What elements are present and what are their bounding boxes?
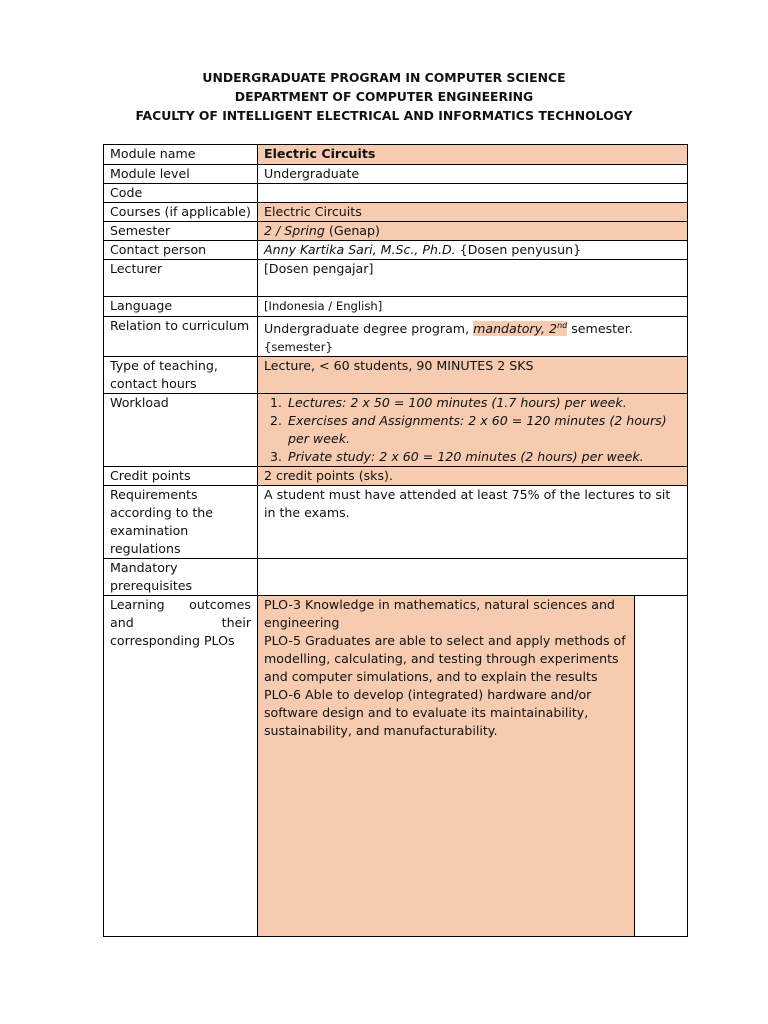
row-module-name: [104, 145, 688, 165]
value-lecturer: [Dosen pengajar]: [258, 260, 688, 297]
value-teaching: Lecture, < 60 students, 90 MINUTES 2 SKS: [258, 357, 688, 394]
contact-italic: Anny Kartika Sari, M.Sc., Ph.D.: [264, 242, 456, 257]
outcomes-label-2: and their: [110, 615, 251, 631]
relation-highlight: mandatory, 2: [473, 321, 558, 337]
label-relation: Relation to curriculum: [104, 317, 258, 357]
plo-6: PLO-6 Able to develop (integrated) hardware and/or software design and to evaluate its maintainability, sustainability, and manufacturability.: [264, 687, 592, 739]
workload-item-1: 1. Lectures: 2 x 50 = 100 minutes (1.7 hours) per week.: [286, 394, 681, 412]
label-semester: Semester: [104, 222, 258, 241]
value-courses: Electric Circuits: [258, 203, 688, 222]
row-credit: [104, 467, 688, 486]
relation-prefix: Undergraduate degree program,: [264, 321, 474, 337]
workload-list: [264, 394, 681, 466]
workload-item-3: 3. Private study: 2 x 60 = 120 minutes (2 hours) per week.: [286, 448, 681, 466]
value-relation: [258, 317, 688, 357]
value-outcomes: [258, 596, 688, 937]
row-language: [104, 297, 688, 317]
row-requirements: [104, 486, 688, 559]
label-requirements: Requirements according to the examination regulations: [104, 486, 258, 559]
relation-sup: nd: [557, 321, 568, 330]
label-module-level: Module level: [104, 165, 258, 184]
label-courses: Courses (if applicable): [104, 203, 258, 222]
label-lecturer: Lecturer: [104, 260, 258, 297]
outcomes-label-1: Learning outcomes: [110, 597, 251, 613]
label-outcomes: [104, 596, 258, 937]
row-prereq: [104, 559, 688, 596]
contact-rest: {Dosen penyusun}: [455, 242, 582, 257]
value-module-level: Undergraduate: [258, 165, 688, 184]
document-header: [0, 68, 768, 125]
row-workload: [104, 394, 688, 467]
relation-line2: {semester}: [264, 340, 333, 355]
value-credit: 2 credit points (sks).: [258, 467, 688, 486]
label-teaching: Type of teaching, contact hours: [104, 357, 258, 394]
outcomes-empty-cell: [635, 596, 687, 936]
workload-item-2: 2. Exercises and Assignments: 2 x 60 = 120 minutes (2 hours) per week.: [286, 412, 681, 448]
semester-rest: (Genap): [324, 223, 380, 238]
semester-italic: 2 / Spring: [264, 223, 325, 238]
program-title: UNDERGRADUATE PROGRAM IN COMPUTER SCIENCE: [202, 70, 566, 85]
label-language: Language: [104, 297, 258, 317]
label-prereq: Mandatory prerequisites: [104, 559, 258, 596]
value-contact: [258, 241, 688, 260]
value-workload: [258, 394, 688, 467]
label-module-name: Module name: [104, 145, 258, 165]
row-module-level: [104, 165, 688, 184]
department-title: DEPARTMENT OF COMPUTER ENGINEERING: [234, 89, 534, 104]
value-code: [258, 184, 688, 203]
value-module-name: Electric Circuits: [258, 145, 688, 165]
plo-3: PLO-3 Knowledge in mathematics, natural sciences and engineering: [264, 597, 615, 631]
plo-5: PLO-5 Graduates are able to select and apply methods of modelling, calculating, and testing through experiments and computer simulations, and to explain the results: [264, 633, 626, 685]
faculty-title: FACULTY OF INTELLIGENT ELECTRICAL AND INFORMATICS TECHNOLOGY: [135, 108, 633, 123]
module-table: [103, 144, 688, 937]
row-code: [104, 184, 688, 203]
label-contact: Contact person: [104, 241, 258, 260]
label-workload: Workload: [104, 394, 258, 467]
row-teaching: [104, 357, 688, 394]
outcomes-label-3: corresponding PLOs: [110, 633, 235, 649]
outcomes-text-cell: [258, 596, 635, 936]
value-semester: [258, 222, 688, 241]
row-lecturer: [104, 260, 688, 297]
label-credit: Credit points: [104, 467, 258, 486]
relation-suffix: semester.: [567, 321, 633, 337]
value-requirements: A student must have attended at least 75% of the lectures to sit in the exams.: [258, 486, 688, 559]
row-relation: [104, 317, 688, 357]
value-language: [Indonesia / English]: [258, 297, 688, 317]
label-code: Code: [104, 184, 258, 203]
row-semester: [104, 222, 688, 241]
value-prereq: [258, 559, 688, 596]
row-contact: [104, 241, 688, 260]
row-courses: [104, 203, 688, 222]
row-outcomes: [104, 596, 688, 937]
